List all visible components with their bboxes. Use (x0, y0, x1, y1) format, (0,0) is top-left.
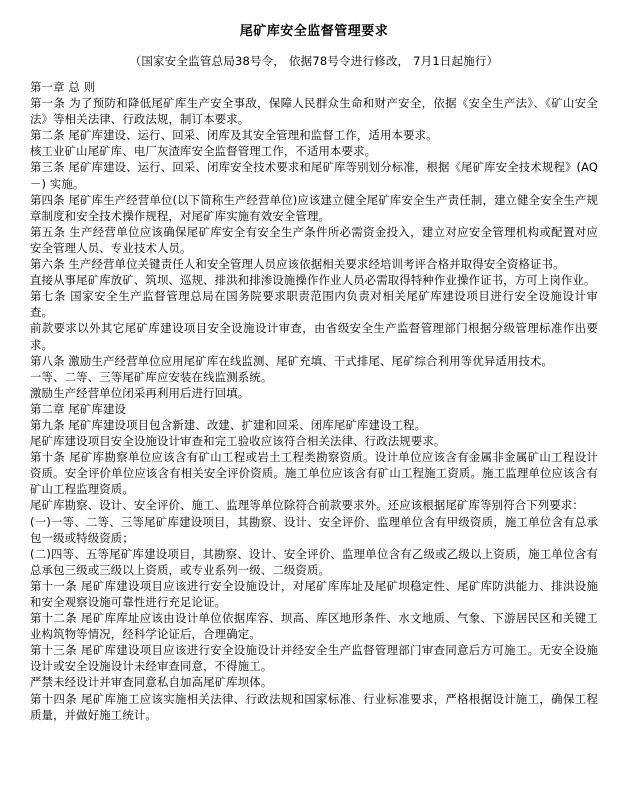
article-paragraph: 第九条 尾矿库建设项目包含新建、改建、扩建和回采、闭库尾矿库建设工程。 (30, 417, 427, 432)
article-paragraph: (一)一等、二等、三等尾矿库建设项目，其勘察、设计、安全评价、监理单位含有甲级资质，施工单位含有总承包一级或特级资质； (30, 514, 598, 545)
document-subtitle: （国家安全监管总局38号令， 依据78号令进行修改， 7月1日起施行） (129, 54, 499, 68)
article-paragraph: 直接从事尾矿库放矿、筑坝、巡规、排洪和排渗设施操作作业人员必需取得特种作业操作证书，方可上岗作业。 (30, 273, 596, 288)
article-paragraph: 第十二条 尾矿库库址应该由设计单位依据库容、坝高、库区地形条件、水文地质、气象、下游居民区和关键工业构筑物等情况，经科学论证后，合理确定。 (30, 611, 598, 642)
article-paragraph: 第六条 生产经营单位关键责任人和安全管理人员应该依据相关要求经培训考评合格并取得安全资格证书。 (30, 257, 565, 272)
article-paragraph: 第五条 生产经营单位应该确保尾矿库安全有安全生产条件所必需资金投入，建立对应安全管理机构或配置对应安全管理人员、专业技术人员。 (30, 224, 598, 255)
article-paragraph: 第十三条 尾矿库建设项目应该进行安全设施设计并经安全生产监督管理部门审查同意后方可施工。无安全设施设计或安全设施设计未经审查同意，不得施工。 (30, 643, 598, 674)
article-paragraph: 第十四条 尾矿库施工应该实施相关法律、行政法规和国家标准、行业标准要求，严格根据设计施工，确保工程质量，并做好施工统计。 (30, 691, 598, 722)
article-paragraph: 第八条 激励生产经营单位应用尾矿库在线监测、尾矿充填、干式排尾、尾矿综合利用等优异适用技术。 (30, 353, 554, 368)
article-paragraph: (二)四等、五等尾矿库建设项目，其勘察、设计、安全评价、监理单位含有乙级或乙级以上资质，施工单位含有总承包三级或三级以上资质，或专业系列一级、二级资质。 (30, 546, 598, 577)
article-paragraph: 一等、二等、三等尾矿库应安装在线监测系统。 (30, 369, 273, 384)
article-paragraph: 第十条 尾矿库勘察单位应该含有矿山工程或岩土工程类勘察资质。设计单位应该含有金属非金属矿山工程设计资质。安全评价单位应该含有相关安全评价资质。施工单位应该含有矿山工程施工资质。施工监理单位应该含有矿山工程监理资质。 (30, 450, 598, 497)
chapter-heading: 第一章 总 则 (30, 80, 96, 94)
article-paragraph: 第三条 尾矿库建设、运行、回采、闭库安全技术要求和尾矿库等别划分标准，根据《尾矿库安全技术规程》(AQ －) 实施。 (30, 160, 602, 191)
article-paragraph: 前款要求以外其它尾矿库建设项目安全设施设计审查，由省级安全生产监督管理部门根据分级管理标准作出要求。 (30, 321, 598, 352)
article-paragraph: 尾矿库建设项目安全设施设计审查和完工验收应该符合相关法律、行政法规要求。 (30, 434, 446, 449)
article-paragraph: 严禁未经设计并审查同意私自加高尾矿库坝体。 (30, 675, 273, 690)
article-paragraph: 第一条 为了预防和降低尾矿库生产安全事敌，保障人民群众生命和财产安全，依据《安全生产法》、《矿山安全法》等相关法律、行政法规，制订本要求。 (30, 96, 598, 127)
article-paragraph: 第四条 尾矿库生产经营单位(以下简称生产经营单位)应该建立健全尾矿库安全生产责任制，建立健全安全生产规章制度和安全技术操作规程，对尾矿库实施有效安全管理。 (30, 192, 598, 223)
article-paragraph: 核工业矿山尾矿库、电厂灰渣库安全监督管理工作，不适用本要求。 (30, 144, 377, 159)
article-paragraph: 第十一条 尾矿库建设项目应该进行安全设施设计，对尾矿库库址及尾矿坝稳定性、尾矿库防洪能力、排洪设施和安全观察设施可靠性进行充足论证。 (30, 578, 598, 609)
article-paragraph: 激励生产经营单位闭采再利用后进行回填。 (30, 385, 250, 400)
article-paragraph: 第二条 尾矿库建设、运行、回采、闭库及其安全管理和监督工作，适用本要求。 (30, 128, 438, 143)
article-paragraph: 尾矿库勘察、设计、安全评价、施工、监理等单位除符合前款要求外。还应该根据尾矿库等别符合下列要求： (30, 498, 584, 513)
article-paragraph: 第七条 国家安全生产监督管理总局在国务院要求职责范围内负责对相关尾矿库建设项目进行安全设施设计审查。 (30, 289, 598, 320)
chapter-heading: 第二章 尾矿库建设 (30, 401, 127, 416)
page-title: 尾矿库安全监督管理要求 (239, 24, 389, 39)
